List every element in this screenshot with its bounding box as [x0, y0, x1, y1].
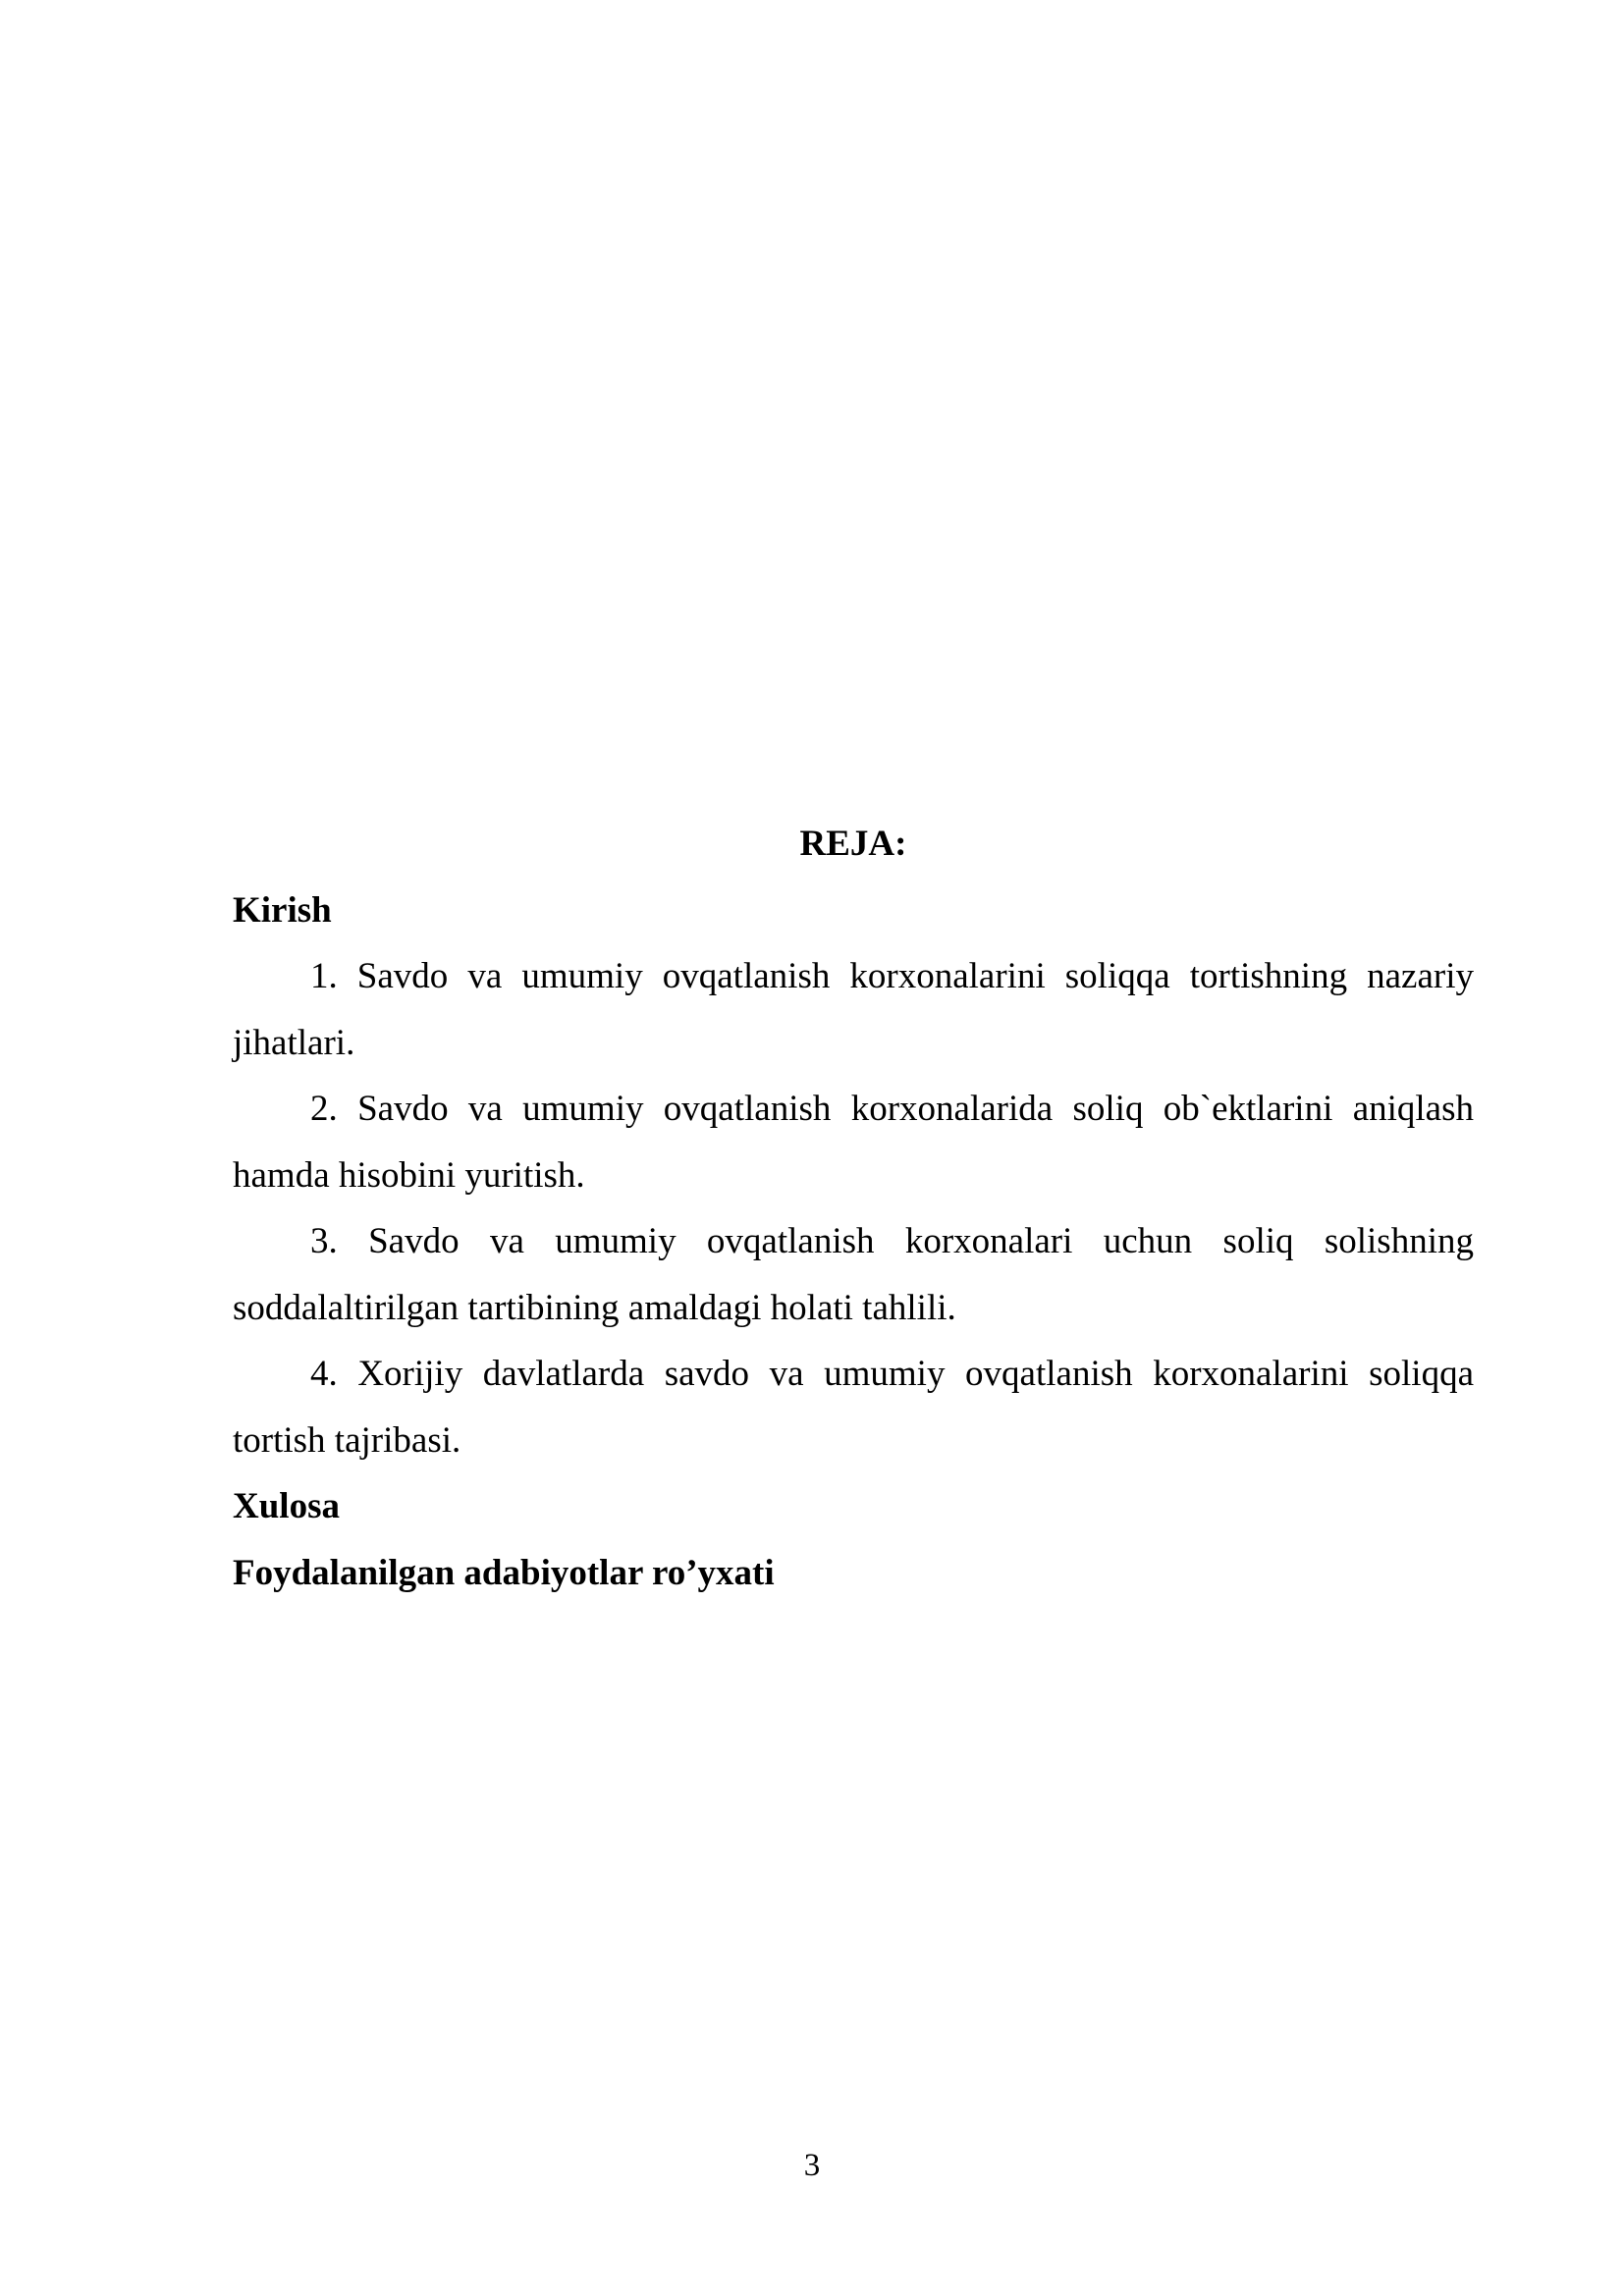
- plan-item-1: 1. Savdo va umumiy ovqatlanish korxonalarini soliqqa tortishning nazariy jihatlari.: [233, 956, 1474, 1063]
- plan-title: REJA:: [799, 824, 907, 864]
- plan-item-3: 3. Savdo va umumiy ovqatlanish korxonalari uchun soliq solishning soddalaltirilgan tartibining amaldagi holati tahlili.: [233, 1221, 1474, 1328]
- intro-heading: Kirish: [233, 889, 332, 931]
- plan-item-4: 4. Xorijiy davlatlarda savdo va umumiy ovqatlanish korxonalarini soliqqa tortish tajribasi.: [233, 1354, 1474, 1461]
- conclusion-heading: Xulosa: [233, 1486, 340, 1526]
- plan-content: [233, 811, 1474, 1606]
- page-number: 3: [803, 2148, 821, 2183]
- references-heading: Foydalanilgan adabiyotlar ro’yxati: [233, 1552, 775, 1593]
- plan-item-2: 2. Savdo va umumiy ovqatlanish korxonalarida soliq ob`ektlarini aniqlash hamda hisobini yuritish.: [233, 1089, 1474, 1196]
